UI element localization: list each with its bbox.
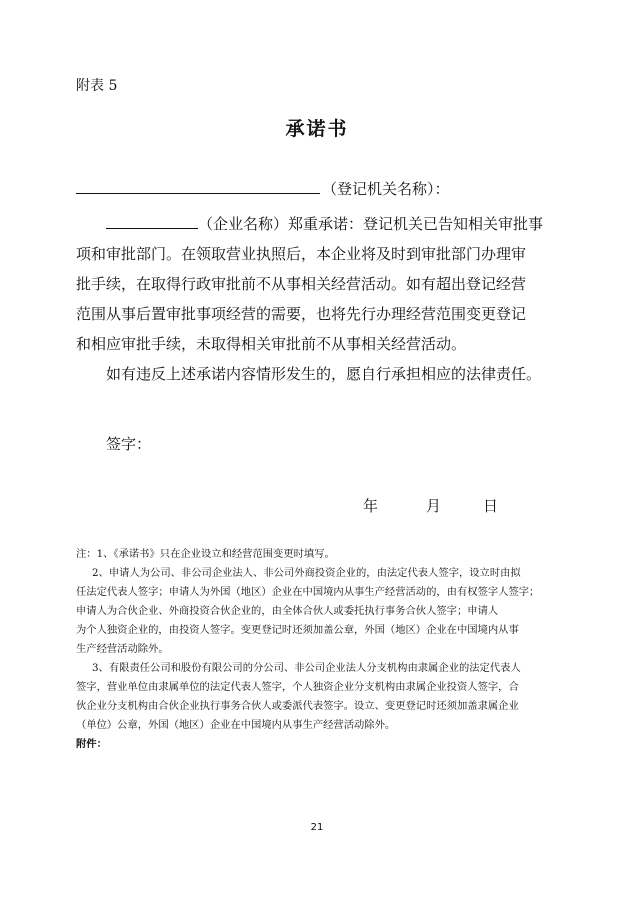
date-year: 年 [363,497,379,515]
note-line: （单位）公章，外国（地区）企业在中国境内从事生产经营活动除外。 [76,719,396,731]
body-line: 和相应审批手续，未取得相关审批前不从事相关经营活动。 [76,335,467,353]
company-name-blank [106,214,198,229]
note-line: 伙企业分支机构由合伙企业执行事务合伙人或委派代表签字。设立、变更登记时还须加盖隶属企业 [76,700,519,712]
signature-label: 签字： [106,435,152,453]
document-title: 承诺书 [285,118,349,140]
body-line [76,209,566,239]
liability-paragraph: 如有违反上述承诺内容情形发生的，愿自行承担相应的法律责任。 [106,365,542,383]
body-line: 范围从事后置审批事项经营的需要，也将先行办理经营范围变更登记 [76,305,527,323]
note-line: 任法定代表人签字；申请人为外国（地区）企业在中国境内从事生产经营活动的，由有权签字人签字； [76,586,540,598]
page-number: 21 [310,822,324,833]
appendix-label: 附表 5 [76,78,118,94]
note-line: 注：1、《承诺书》只在企业设立和经营范围变更时填写。 [76,548,335,560]
note-line: 为个人独资企业的，由投资人签字。变更登记时还须加盖公章，外国（地区）企业在中国境内从事 [76,624,519,636]
body-line: 项和审批部门。在领取营业执照后，本企业将及时到审批部门办理审 [76,245,527,263]
registration-authority-blank [76,193,320,194]
attachment-label: 附件： [76,738,107,750]
body-line: 批手续，在取得行政审批前不从事相关经营活动。如有超出登记经营 [76,275,527,293]
note-line: 生产经营活动除外。 [76,643,169,655]
notes-section [76,545,562,754]
date-day: 日 [483,497,499,515]
body-line-text: （企业名称）郑重承诺：登记机关已告知相关审批事 [198,215,544,233]
note-line: 2、申请人为公司、非公司企业法人、非公司外商投资企业的，由法定代表人签字，设立时由拟 [92,567,521,579]
note-line: 签字，营业单位由隶属单位的法定代表人签字，个人独资企业分支机构由隶属企业投资人签字，合 [76,681,519,693]
note-line: 3、有限责任公司和股份有限公司的分公司、非公司企业法人分支机构由隶属企业的法定代表人 [92,662,521,674]
note-line: 申请人为合伙企业、外商投资合伙企业的，由全体合伙人或委托执行事务合伙人签字；申请人 [76,605,499,617]
date-month: 月 [426,497,442,515]
commitment-body [76,209,566,389]
addressee-suffix: （登记机关名称）： [322,180,450,198]
